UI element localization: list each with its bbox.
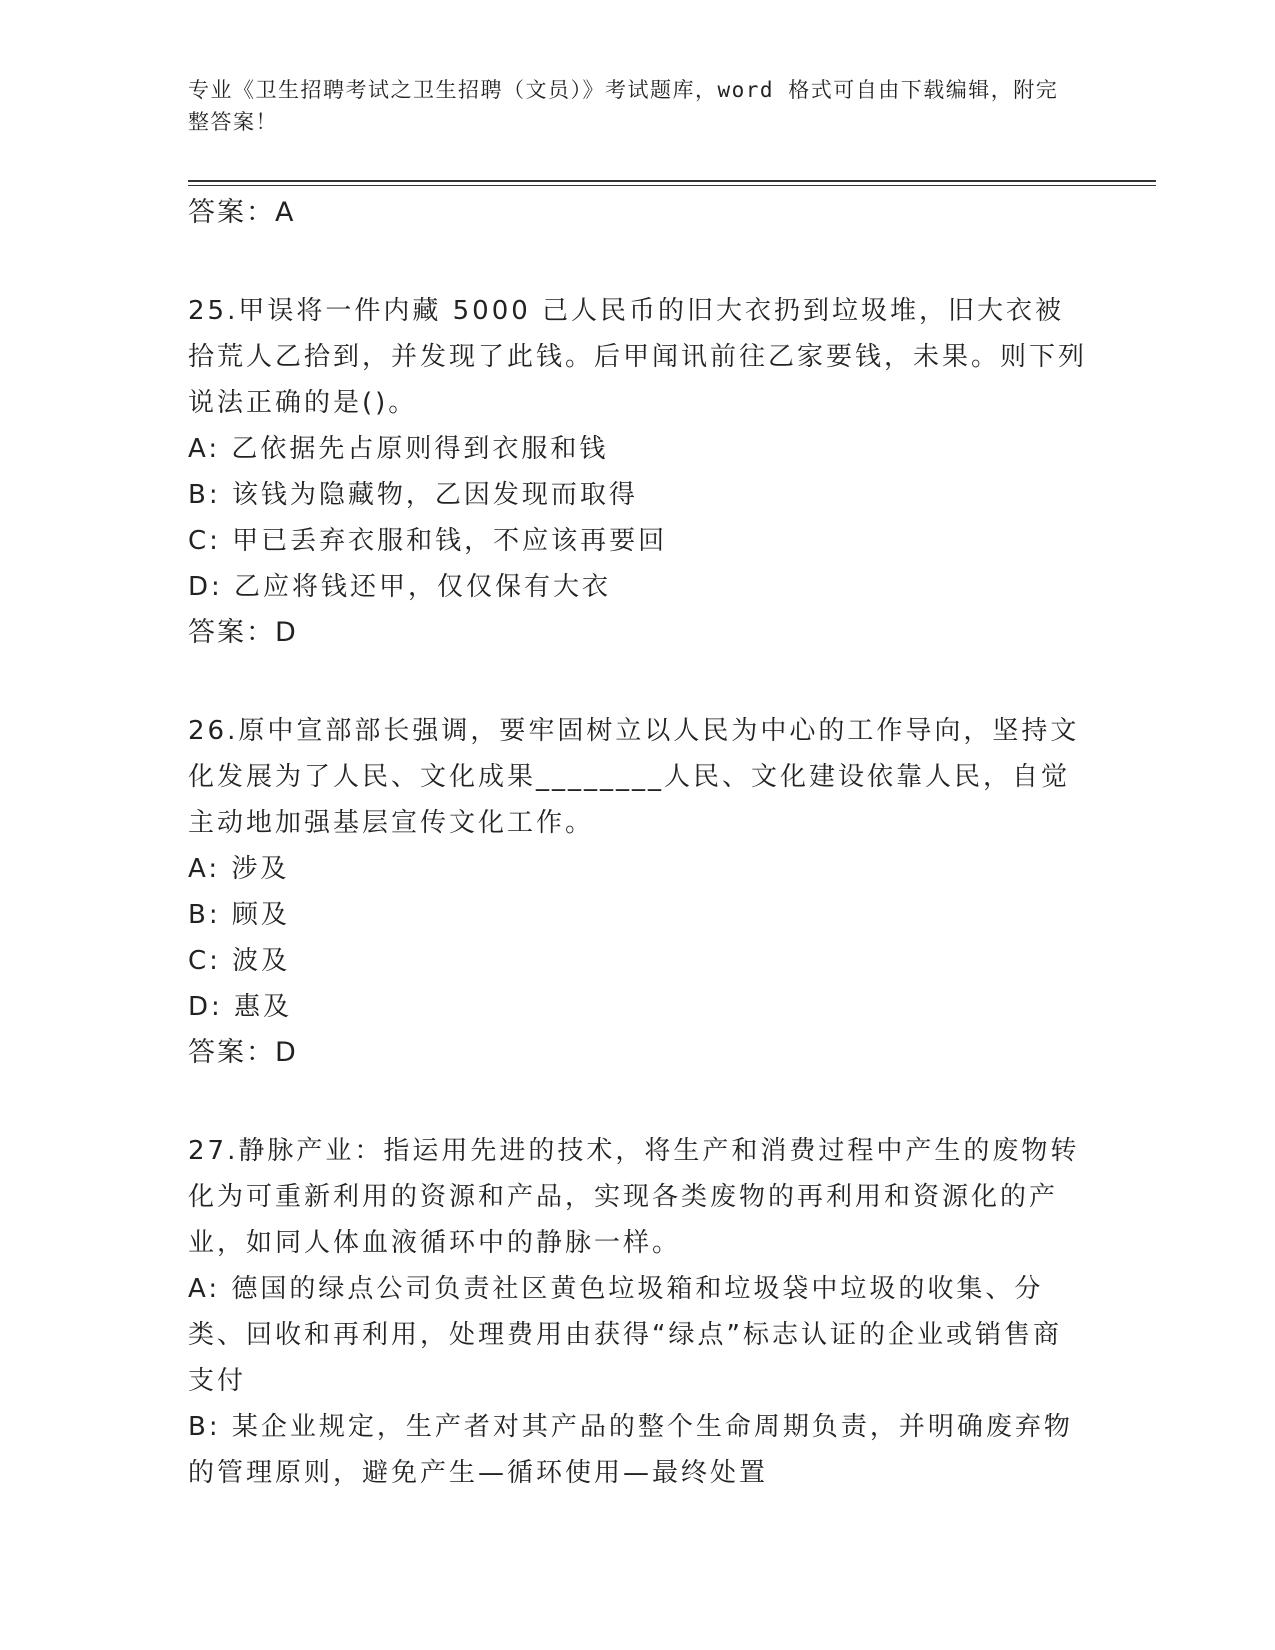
question-block bbox=[188, 288, 1088, 656]
option-a: A: 乙依据先占原则得到衣服和钱 bbox=[188, 434, 609, 464]
answer-line: 答案：A bbox=[188, 197, 296, 228]
question-block bbox=[188, 1128, 1088, 1496]
option-b: B: 某企业规定，生产者对其产品的整个生命周期负责，并明确废弃物的管理原则，避免产生—循环使用—最终处置 bbox=[188, 1412, 1073, 1488]
header-divider-thin bbox=[188, 185, 1156, 186]
option-c: C: 甲已丢弃衣服和钱，不应该再要回 bbox=[188, 526, 668, 556]
option-d: D: 惠及 bbox=[188, 992, 293, 1022]
document-header: 专业《卫生招聘考试之卫生招聘（文员）》考试题库，word 格式可自由下载编辑，附完整答案！ bbox=[188, 78, 1059, 134]
question-text: 26.原中宣部部长强调，要牢固树立以人民为中心的工作导向，坚持文化发展为了人民、文化成果________人民、文化建设依靠人民，自觉主动地加强基层宣传文化工作。 bbox=[188, 716, 1080, 838]
header-divider bbox=[188, 180, 1156, 182]
option-b: B: 顾及 bbox=[188, 900, 290, 930]
option-c: C: 波及 bbox=[188, 946, 291, 976]
option-d: D: 乙应将钱还甲，仅仅保有大衣 bbox=[188, 572, 612, 602]
option-a: A: 涉及 bbox=[188, 854, 290, 884]
option-a: A: 德国的绿点公司负责社区黄色垃圾箱和垃圾袋中垃圾的收集、分类、回收和再利用，处理费用由获得“绿点”标志认证的企业或销售商支付 bbox=[188, 1274, 1062, 1396]
question-text: 25.甲误将一件内藏 5000 己人民币的旧大衣扔到垃圾堆，旧大衣被拾荒人乙拾到，并发现了此钱。后甲闻讯前往乙家要钱，未果。则下列说法正确的是()。 bbox=[188, 296, 1088, 418]
option-b: B: 该钱为隐藏物，乙因发现而取得 bbox=[188, 480, 638, 510]
question-list bbox=[188, 190, 1088, 1496]
answer-line: 答案：D bbox=[188, 1037, 298, 1068]
answer-line: 答案：D bbox=[188, 617, 298, 648]
question-text: 27.静脉产业：指运用先进的技术，将生产和消费过程中产生的废物转化为可重新利用的资源和产品，实现各类废物的再利用和资源化的产业，如同人体血液循环中的静脉一样。 bbox=[188, 1136, 1080, 1258]
question-block bbox=[188, 708, 1088, 1076]
